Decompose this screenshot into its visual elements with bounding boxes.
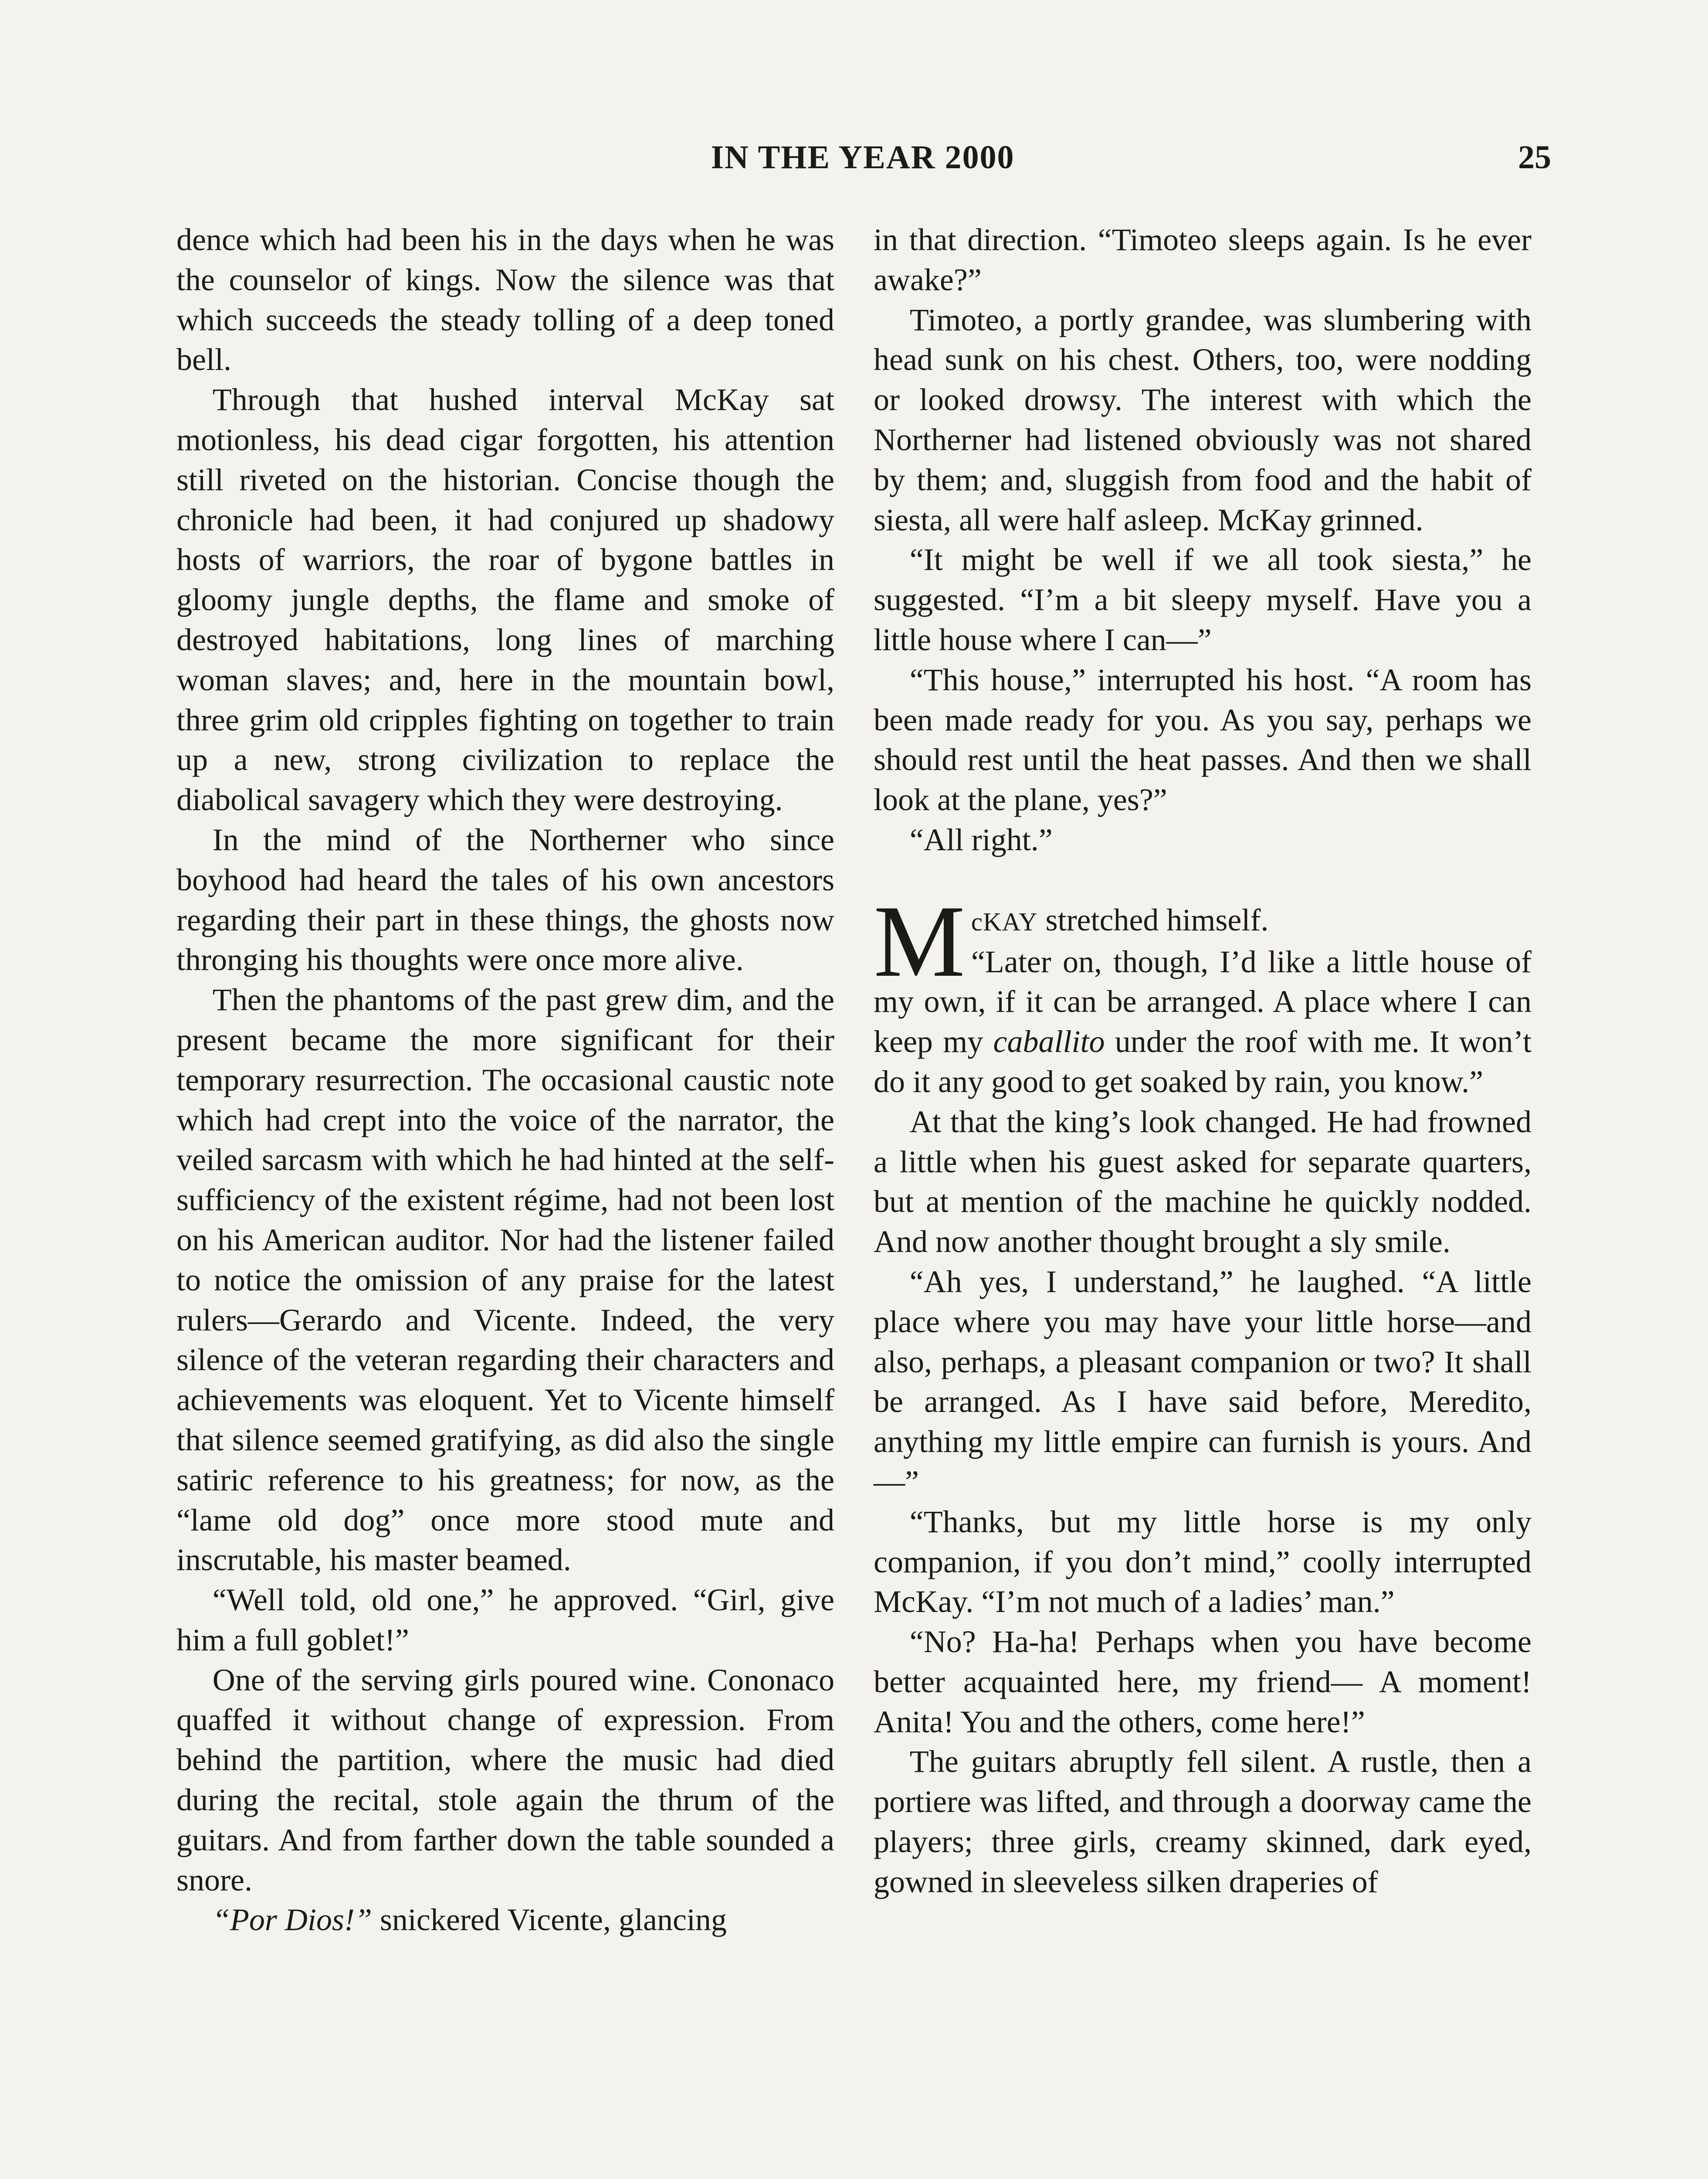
small-caps-word: cKAY [971,907,1038,936]
paragraph-text: under the roof with me. It won’t do it any good to get soaked by rain, you know.” [874,1024,1532,1099]
paragraph: At that the king’s look changed. He had frowned a little when his guest asked for separate quarters, but at mention of the machine he quickly nodded. And now another thought brought a sly smile. [874,1104,1532,1259]
paragraph: “Ah yes, I understand,” he laughed. “A little place where you may have your little horse—and also, perhaps, a pleasant companion or two? It shall be arranged. As I have said before, Meredito, anything my little empire can furnish is yours. And—” [874,1264,1532,1499]
paragraph [176,1900,834,1940]
paragraph: In the mind of the Northerner who since boyhood had heard the tales of his own ancestors regarding their part in these things, the ghosts now thronging his thoughts were once more alive. [176,822,834,977]
paragraph: “No? Ha-ha! Perhaps when you have become better acquainted here, my friend— A moment! Anita! You and the others, come here!” [874,1624,1532,1739]
page-title: IN THE YEAR 2000 [711,139,1015,176]
text-columns [176,220,1532,2179]
paragraph-text: stretched himself. [1037,902,1269,937]
paragraph-text: snickered Vicente, glancing [372,1902,727,1938]
paragraph: One of the serving girls poured wine. Cononaco quaffed it without change of expression. From behind the partition, where the music had died during the recital, stole again the thrum of the guitars. And from farther down the table sounded a snore. [176,1662,834,1897]
paragraph: dence which had been his in the days when he was the counselor of kings. Now the silence was that which succeeds the steady tolling of a deep toned bell. [176,222,834,377]
paragraph: “This house,” interrupted his host. “A room has been made ready for you. As you say, perhaps we should rest until the heat passes. And then we shall look at the plane, yes?” [874,662,1532,818]
left-column [176,220,834,2179]
paragraph: “All right.” [909,822,1053,857]
paragraph: Timoteo, a portly grandee, was slumbering with head sunk on his chest. Others, too, were nodding or looked drowsy. The interest with which the Northerner had listened obviously was not shared by them; and, sluggish from food and the habit of siesta, all were half asleep. McKay grinned. [874,302,1532,537]
paragraph: Through that hushed interval McKay sat motionless, his dead cigar forgotten, his attention still riveted on the historian. Concise though the chronicle had been, it had conjured up shadowy hosts of warriors, the roar of bygone battles in gloomy jungle depths, the flame and smoke of destroyed habitations, long lines of marching woman slaves; and, here in the mountain bowl, three grim old cripples fighting on together to train up a new, strong civilization to replace the diabolical savagery which they were destroying. [176,382,834,818]
paragraph: “Well told, old one,” he approved. “Girl, give him a full goblet!” [176,1582,834,1657]
page-number: 25 [1518,139,1551,176]
running-head [174,139,1551,187]
paragraph: Then the phantoms of the past grew dim, and the present became the more significant for their temporary resurrection. The occasional caustic note which had crept into the voice of the narrator, the veiled sarcasm with which he had hinted at the self-sufficiency of the existent régime, had not been lost on his American auditor. Nor had the listener failed to notice the omission of any praise for the latest rulers—Gerardo and Vicente. Indeed, the very silence of the veteran regarding their characters and achievements was eloquent. Yet to Vicente himself that silence seemed gratifying, as did also the single satiric reference to his greatness; for now, as the “lame old dog” once more stood mute and inscrutable, his master beamed. [176,982,834,1578]
paragraph: “Thanks, but my little horse is my only companion, if you don’t mind,” coolly interrupted McKay. “I’m not much of a ladies’ man.” [874,1504,1532,1619]
italic-word: caballito [993,1024,1105,1059]
right-column [874,220,1532,2179]
paragraph-text: “Later on, though, I’d like a little house of my own, if it can be arranged. A place where I can keep my [874,944,1532,1059]
drop-cap: M [874,884,965,998]
paragraph: in that direction. “Timoteo sleeps again. Is he ever awake?” [874,222,1532,297]
italic-phrase: “Por Dios!” [212,1902,372,1938]
section-opening-paragraph [874,884,1532,1102]
paragraph: “It might be well if we all took siesta,” he suggested. “I’m a bit sleepy myself. Have you a little house where I can—” [874,542,1532,657]
paragraph: The guitars abruptly fell silent. A rustle, then a portiere was lifted, and through a doorway came the players; three girls, creamy skinned, dark eyed, gowned in sleeveless silken draperies of [874,1744,1532,1899]
